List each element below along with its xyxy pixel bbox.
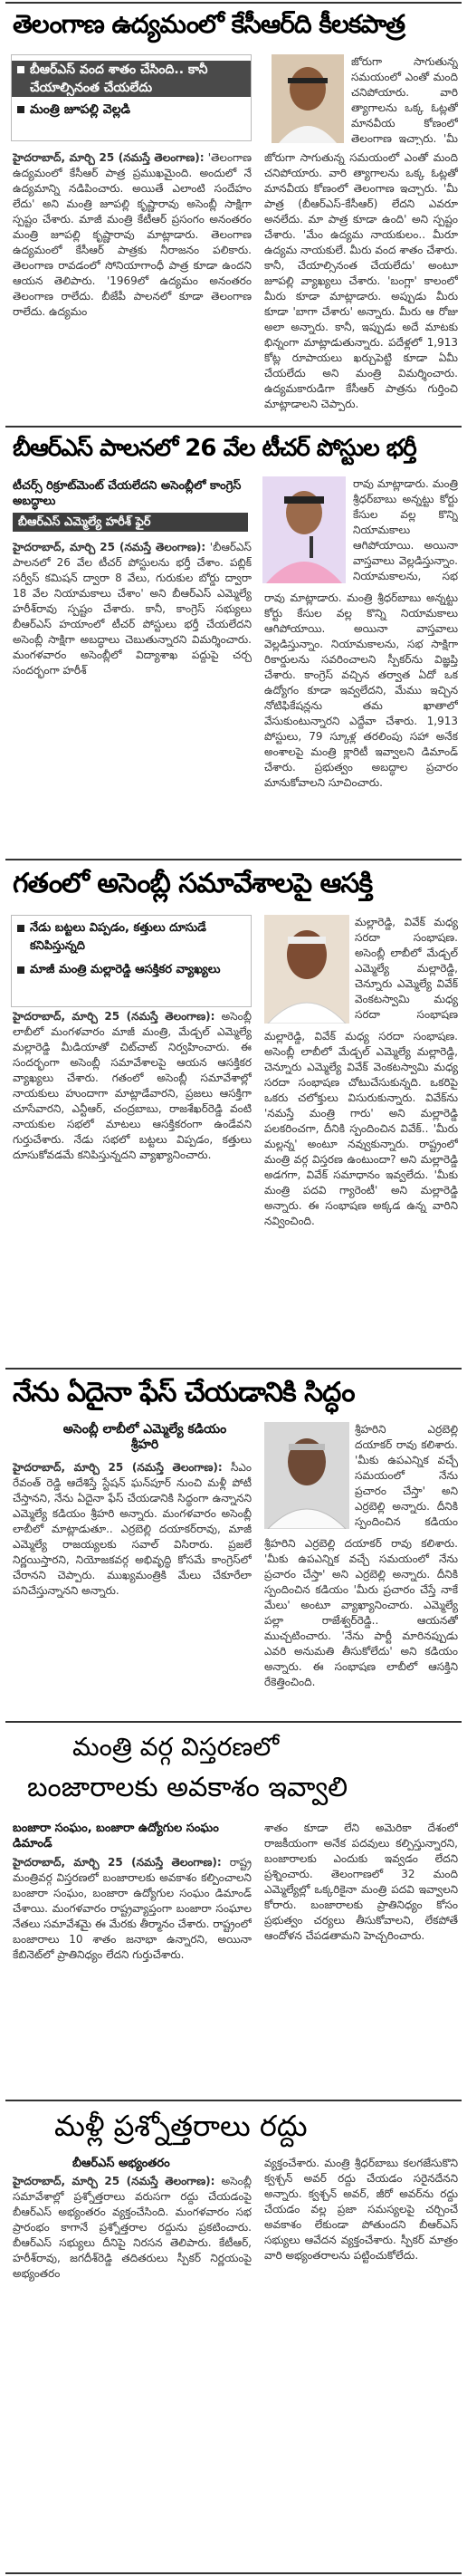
portrait-image bbox=[262, 476, 346, 583]
body-kcr-right-col bbox=[264, 150, 458, 418]
photo-kadiyam bbox=[264, 1422, 349, 1529]
portrait-image bbox=[272, 54, 344, 143]
body-teachers-right bbox=[264, 591, 458, 851]
body-assembly-right bbox=[264, 1029, 458, 1360]
headline-teachers: బీఆర్‌ఎస్ పాలనలో 26 వేల టీచర్ పోస్టుల భర్తీ bbox=[13, 435, 416, 462]
rule-1 bbox=[5, 426, 462, 428]
body-questions-left bbox=[13, 2174, 252, 2569]
body-face-right-top bbox=[355, 1422, 458, 1531]
top-rule bbox=[5, 2, 462, 4]
body-text-kcr-left: 'తెలంగాణ ఉద్యమంలో కేసీఆర్ పాత్ర ప్రముఖమైంది. అందులో నే ఉద్యమాన్ని నడిపించారు. అయితే ఎలాంటి సందేహం లేదు' అని మంత్రి జూపల్లి కృష్ణారావు అసెంబ్లీ సాక్షిగా స్పష్టం చేశారు. మాజీ మంత్రి కేటీఆర్ ప్రసంగం అనంతరం మంత్రి జూపల్లి కృష్ణారావు మాట్లాడారు. తెలంగాణ ఉద్యమంలో కేసీఆర్ పాత్రకు నీరాజనం పలికారు. తెలంగాణ రావడంలో సోనియాగాంధీ పాత్ర కూడా ఉందని ఆయన తెలిపారు. '1969లో ఉద్యమం అనంతరం తెలంగాణ రాలేదు. బీజేపీ పాలనలో కూడా తెలంగాణ రాలేదు. ఉద్యమం bbox=[13, 151, 252, 318]
body-kcr-left bbox=[13, 150, 252, 418]
body-banjara-right bbox=[264, 1821, 458, 2092]
dateline-teachers: హైదరాబాద్, మార్చి 25 (నమస్తే తెలంగాణ): bbox=[13, 541, 206, 553]
body-text-teachers-right-b: రావు మాట్లాడారు. మంత్రి శ్రీధర్‌బాబు అన్నట్టు కోర్టు కేసుల వల్ల కొన్ని నియామకాలు ఆగిపోయాయి. అయినా వాస్తవాలు వెల్లడిస్తున్నాం. నియామకాలను, సభ సాక్షిగా రికార్డులను సవరించాలని స్పీకర్‌ను విజ్ఞప్తి చేశారు. కాంగ్రెస్ వచ్చిన తర్వాత ఏదో ఒక ఉద్యోగం కూడా ఇవ్వలేదని, మేము ఇచ్చిన నోటిఫికేషన్లను తమ ఖాతాలో వేసుకుంటున్నారని ఎద్దేవా చేశారు. 1,913 పోస్టులు, 79 స్కూళ్ల తరలింపు సహా అనేక అంశాలపై మంత్రి క్లారిటీ ఇవ్వాలని డిమాండ్ చేశారు. ప్రభుత్వం అబద్ధాల ప్రచారం మానుకోవాలని సూచించారు. bbox=[264, 591, 458, 789]
body-face-left bbox=[13, 1460, 252, 1714]
body-text-banjara-left: రాష్ట్ర మంత్రివర్గ విస్తరణలో బంజారాలకు అవకాశం కల్పించాలని బంజారా సంఘం, బంజారా ఉద్యోగుల సంఘం డిమాండ్ చేశాయి. మంగళవారం రాష్ట్రవ్యాప్తంగా బంజారా సంఘాల నేతలు సమావేశమై ఈ మేరకు తీర్మానం చేశారు. రాష్ట్రంలో బంజారాలు 10 శాతం జనాభా ఉన్నారని, అయినా కేబినెట్‌లో ప్రాతినిధ్యం లేదని గుర్తుచేశారు. bbox=[13, 1856, 252, 1961]
kicker-face-1: అసెంబ్లీ లాబీలో ఎమ్మెల్యే కడియం శ్రీహరి bbox=[62, 1422, 227, 1452]
body-teachers-left bbox=[13, 540, 252, 851]
headline-assembly: గతంలో అసెంబ్లీ సమావేశాలపై ఆసక్తి bbox=[13, 868, 373, 899]
kicker-box-kcr bbox=[11, 54, 252, 141]
body-text-kcr-right-a: జోరుగా సాగుతున్న సమయంలో ఎంతో మంది చనిపోయారు. వారి త్యాగాలను ఒక్క ఓట్లతో మానవీయ కోణంలో తెలంగాణ ఇచ్చారు. 'మీ bbox=[351, 55, 458, 145]
kicker-assembly-1: నేడు బట్టలు విప్పడం, కత్తులు దూసుడే కనిపిస్తున్నది bbox=[12, 919, 251, 956]
photo-jupally bbox=[272, 54, 344, 143]
rule-4 bbox=[5, 1721, 462, 1723]
photo-mallareddy bbox=[264, 915, 349, 1024]
body-text-face-right-a: శ్రీహరిని ఎర్రబెల్లి దయాకర్ రావు కలిశారు. 'మీకు ఉపఎన్నిక వచ్చే సమయంలో నేను ప్రచారం చేస్తా' అని ఎర్రబెల్లి అన్నారు. దీనికి స్పందించిన కడియం bbox=[355, 1423, 458, 1528]
body-text-questions-left: అసెంబ్లీ సమావేశాల్లో ప్రశ్నోత్తరాలు వరుసగా రద్దు చేయడంపై బీఆర్‌ఎస్ అభ్యంతరం వ్యక్తంచేసింది. మంగళవారం సభ ప్రారంభం కాగానే ప్రశ్నోత్తరాల రద్దును ప్రకటించారు. బీఆర్‌ఎస్ సభ్యులు దీనిపై నిరసన తెలిపారు. కేటీఆర్, హరీశ్‌రావు, జగదీశ్‌రెడ్డి తదితరులు స్పీకర్‌ నిర్ణయంపై అభ్యంతరం bbox=[13, 2175, 252, 2280]
body-assembly-left bbox=[13, 1009, 252, 1360]
headline-face: నేను ఏదైనా ఫేస్ చేయడానికి సిద్ధం bbox=[13, 1377, 355, 1408]
kicker-kcr-1: బీఆర్‌ఎస్ వంద శాతం చేసింది.. కానీ చేయాల్సినంత చేయలేదు bbox=[12, 61, 251, 97]
body-kcr-right bbox=[351, 54, 458, 145]
dateline-banjara: హైదరాబాద్, మార్చి 25 (నమస్తే తెలంగాణ): bbox=[13, 1856, 222, 1869]
body-text-assembly-right-b: మల్లారెడ్డి, వివేక్ మధ్య సరదా సంభాషణ. అసెంబ్లీ లాబీలో మేడ్చల్ ఎమ్మెల్యే మల్లారెడ్డి, చెన్నూరు ఎమ్మెల్యే వివేక్ వెంకటస్వామి మధ్య సరదా సంభాషణ చోటుచేసుకున్నది. ఒకరిపై ఒకరు చలోక్తులు విసురుకున్నారు. వివేక్‌ను 'నమస్తే మంత్రి గారు' అని మల్లారెడ్డి పలకరించగా, దీనికి స్పందించిన వివేక్.. 'మీరు మల్లన్న' అంటూ నవ్వుకున్నారు. రాష్ట్రంలో మంత్రి వర్గ విస్తరణ ఉంటుందా? అని మల్లారెడ్డి అడగగా, వివేక్ సమాధానం ఇవ్వలేదు. 'మీకు మంత్రి పదవి గ్యారెంటీ' అని మల్లారెడ్డి అన్నారు. ఈ సంభాషణ అక్కడ ఉన్న వారిని నవ్వించింది. bbox=[264, 1030, 458, 1227]
headline-banjara-2: బంజారాలకు అవకాశం ఇవ్వాలి bbox=[27, 1772, 348, 1803]
headline-questions: మళ్లీ ప్రశ్నోత్తరాలు రద్దు bbox=[54, 2109, 308, 2143]
body-teachers-right-top bbox=[353, 476, 458, 585]
kicker-box-assembly bbox=[11, 915, 252, 1007]
body-banjara-left bbox=[13, 1855, 252, 2092]
kicker-kcr-2: మంత్రి జూపల్లి వెల్లడి bbox=[12, 101, 251, 119]
body-text-assembly-left: అసెంబ్లీ లాబీలో మంగళవారం మాజీ మంత్రి, మేడ్చల్ ఎమ్మెల్యే మల్లారెడ్డి మీడియాతో చిట్‌చాట్ నిర్వహించారు. ఈ సందర్భంగా అసెంబ్లీ సమావేశాలపై ఆయన ఆసక్తికర వ్యాఖ్యలు చేశారు. గతంలో అసెంబ్లీ సమావేశాల్లో నాయకులు హుందాగా మాట్లాడేవారని, ప్రజలు ఆసక్తిగా చూసేవారని, ఎన్టీఆర్, చంద్రబాబు, రాజశేఖర్‌రెడ్డి వంటి నాయకుల సభలో మాటలు ఆసక్తికరంగా ఉండేవని గుర్తుచేశారు. నేడు సభలో బట్టలు విప్పడం, కత్తులు దూసుకోవడమే కనిపిస్తున్నదని వ్యాఖ్యానించారు. bbox=[13, 1010, 252, 1161]
dateline-kcr: హైదరాబాద్, మార్చి 25 (నమస్తే తెలంగాణ): bbox=[13, 151, 205, 164]
kicker-teachers-2: బీఆర్‌ఎస్ ఎమ్మెల్యే హరీశ్ ఫైర్ bbox=[13, 513, 248, 532]
kicker-teachers-1: టీచర్స్ రిక్రూట్‌మెంట్‌ చేయలేదని అసెంబ్లీలో కాంగ్రెస్ అబద్ధాలు bbox=[13, 479, 242, 508]
kicker-banjara-1: బంజారా సంఘం, బంజారా ఉద్యోగుల సంఘం డిమాండ్ bbox=[13, 1821, 219, 1850]
kicker-questions-1: బీఆర్‌ఎస్ అభ్యంతరం bbox=[72, 2157, 170, 2170]
dateline-questions: హైదరాబాద్, మార్చి 25 (నమస్తే తెలంగాణ): bbox=[13, 2175, 215, 2187]
rule-5 bbox=[5, 2100, 462, 2101]
body-text-assembly-right-a: మల్లారెడ్డి, వివేక్ మధ్య సరదా సంభాషణ. అసెంబ్లీ లాబీలో మేడ్చల్ ఎమ్మెల్యే మల్లారెడ్డి, చెన్నూరు ఎమ్మెల్యే వివేక్ వెంకటస్వామి మధ్య సరదా సంభాషణ bbox=[355, 916, 458, 1021]
portrait-image bbox=[264, 1422, 349, 1529]
body-text-teachers-right-a: రావు మాట్లాడారు. మంత్రి శ్రీధర్‌బాబు అన్నట్టు కోర్టు కేసుల వల్ల కొన్ని నియామకాలు ఆగిపోయాయి. అయినా వాస్తవాలు వెల్లడిస్తున్నాం. నియామకాలను, సభ bbox=[353, 477, 458, 582]
kicker-assembly-2: మాజీ మంత్రి మల్లారెడ్డి ఆసక్తికర వ్యాఖ్యలు bbox=[12, 961, 251, 979]
photo-harish bbox=[262, 476, 346, 583]
dateline-assembly: హైదరాబాద్, మార్చి 25 (నమస్తే తెలంగాణ): bbox=[13, 1010, 215, 1023]
body-assembly-right-top bbox=[355, 915, 458, 1024]
portrait-image bbox=[264, 915, 349, 1024]
body-text-banjara-right: శాతం కూడా లేని అమెరికా దేశంలో రాజకీయంగా అనేక పదవులు కల్పిస్తున్నారని, బంజారాలకు ఎందుకు ఇవ్వడం లేదని ప్రశ్నించారు. తెలంగాణలో 32 మంది ఎమ్మెల్యేల్లో ఒక్కరికైనా మంత్రి పదవి ఇవ్వాలని కోరారు. బంజారాలకు ప్రాతినిధ్యం కోసం ప్రభుత్వం చర్యలు తీసుకోవాలని, లేకపోతే ఆందోళన చేపడతామని హెచ్చరించారు. bbox=[264, 1821, 458, 1942]
body-text-questions-right: వ్యక్తంచేశారు. మంత్రి శ్రీధర్‌బాబు కలగజేసుకొని క్వశ్చన్ అవర్ రద్దు చేయడం సరైనదేనని అన్నారు. క్వశ్చన్ అవర్, జీరో అవర్‌ను రద్దు చేయడం వల్ల ప్రజా సమస్యలపై చర్చించే అవకాశం లేకుండా పోతుందని బీఆర్‌ఎస్ సభ్యులు ఆవేదన వ్యక్తంచేశారు. స్పీకర్ మాత్రం వారి అభ్యంతరాలను పట్టించుకోలేదు. bbox=[264, 2157, 458, 2262]
body-face-right bbox=[264, 1536, 458, 1714]
body-text-kcr-right-b: జోరుగా సాగుతున్న సమయంలో ఎంతో మంది చనిపోయారు. వారి త్యాగాలను ఒక్క ఓట్లతో మానవీయ కోణంలో తెలంగాణ ఇచ్చారు. 'మీ పాత్ర (బీఆర్‌ఎస్-కేసీఆర్) లేదని ఎవరూ అనలేదు. మా పాత్ర కూడా ఉంది' అని స్పష్టం చేశారు. 'మేం ఉద్యమ నాయకులం.. మీరూ ఉద్యమ నాయకులే. మీరు వంద శాతం చేశారు. కానీ, చేయాల్సినంత చేయలేదు' అంటూ జూపల్లి వ్యాఖ్యలు చేశారు. 'బంగ్లా' కాలంలో మీరు కూడా మాట్లాడారు. అప్పుడు మీరు కూడా 'బాగా చేశారు' అన్నారు. మీరు ఆ రోజు అలా అన్నారు. కానీ, ఇప్పుడు అదే మాటకు భిన్నంగా మాట్లాడుతున్నారు. పదేళ్లలో 1,913 కోట్ల రూపాయలు ఖర్చుపెట్టి కూడా ఏమీ చేయలేదు అని మంత్రి విమర్శించారు. ఉద్యమకారుడిగా కేసీఆర్ పాత్రను గుర్తించి మాట్లాడాలని చెప్పారు. bbox=[264, 151, 458, 410]
body-questions-right bbox=[264, 2156, 458, 2569]
bottom-rule bbox=[5, 2572, 462, 2574]
body-text-face-right-b: శ్రీహరిని ఎర్రబెల్లి దయాకర్ రావు కలిశారు. 'మీకు ఉపఎన్నిక వచ్చే సమయంలో నేను ప్రచారం చేస్తా' అని ఎర్రబెల్లి అన్నారు. దీనికి స్పందించిన కడియం 'మీరు ప్రచారం చేస్తే నాకే మేలు' అంటూ వ్యాఖ్యానించారు. ఎమ్మెల్యే పల్లా రాజేశ్వర్‌రెడ్డి.. ఆయనతో ముచ్చటించారు. 'నేను పార్టీ మారినప్పుడు ఎవరి అనుమతి తీసుకోలేదు' అని కడియం అన్నారు. ఈ సంభాషణ లాబీలో ఆసక్తిని రేకెత్తించింది. bbox=[264, 1537, 458, 1688]
rule-3 bbox=[5, 1368, 462, 1370]
rule-2 bbox=[5, 859, 462, 860]
headline-banjara-1: మంత్రి వర్గ విస్తరణలో bbox=[72, 1732, 280, 1762]
headline-kcr: తెలంగాణ ఉద్యమంలో కేసీఆర్‌ది కీలకపాత్ర bbox=[13, 9, 405, 39]
dateline-face: హైదరాబాద్, మార్చి 25 (నమస్తే తెలంగాణ): bbox=[13, 1461, 223, 1474]
body-text-teachers-left: 'బీఆర్‌ఎస్ పాలనలో 26 వేల టీచర్ పోస్టులను భర్తీ చేశాం. పబ్లిక్ సర్వీస్ కమిషన్ ద్వారా 8 వేలు, గురుకుల బోర్డు ద్వారా 18 వేల నియామకాలు చేశాం' అని బీఆర్‌ఎస్ ఎమ్మెల్యే హరీశ్‌రావు స్పష్టం చేశారు. కానీ, కాంగ్రెస్ సభ్యులు బీఆర్‌ఎస్ హయాంలో టీచర్ పోస్టులు భర్తీ చేయలేదని అసెంబ్లీ సాక్షిగా అబద్ధాలు చెబుతున్నారని విమర్శించారు. మంగళవారం అసెంబ్లీలో విద్యాశాఖ పద్దుపై చర్చ సందర్భంగా హరీశ్ bbox=[13, 541, 252, 677]
body-text-face-left: సీఎం రేవంత్ రెడ్డి ఆదేశిస్తే స్టేషన్ ఘన్‌పూర్ నుంచి మళ్లీ పోటీ చేస్తానని, నేను ఏదైనా ఫేస్ చేయడానికి సిద్ధంగా ఉన్నానని ఎమ్మెల్యే కడియం శ్రీహరి అన్నారు. మంగళవారం అసెంబ్లీ లాబీలో మాట్లాడుతూ.. ఎర్రబెల్లి దయాకర్‌రావు, మాజీ ఎమ్మెల్యే రాజయ్యలకు సవాల్ విసిరారు. ప్రజలే నిర్ణయిస్తారని, నియోజకవర్గ అభివృద్ధి కోసమే కాంగ్రెస్‌లో చేరానని చెప్పారు. ముఖ్యమంత్రికి మేలు చేకూరేలా పనిచేస్తున్నానని అన్నారు. bbox=[13, 1461, 252, 1597]
